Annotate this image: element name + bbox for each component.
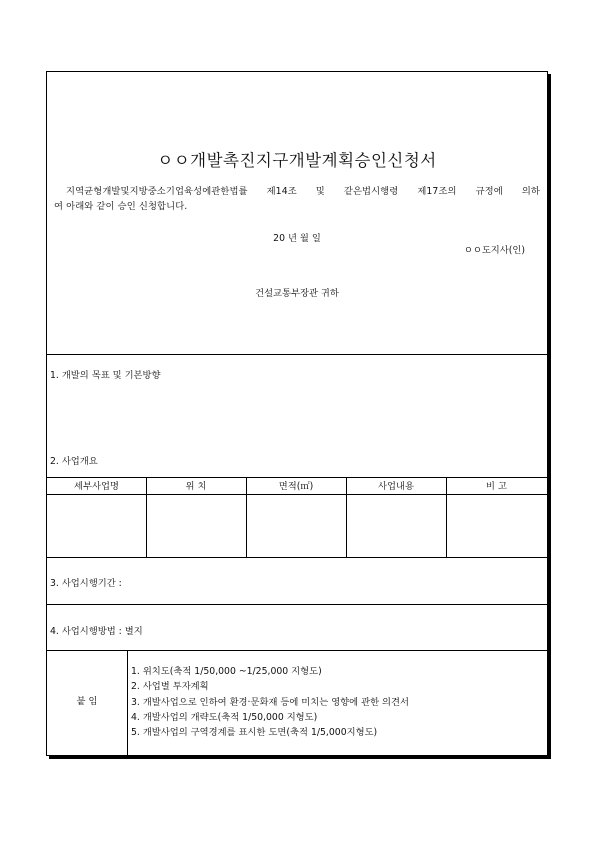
section-method-label: 4. 사업시행방법 : 별지	[50, 626, 143, 637]
list-item: 1. 위치도(축적 1/50,000 ~1/25,000 지형도)	[131, 666, 322, 677]
table-column-divider	[146, 477, 147, 557]
section-overview-label: 2. 사업개요	[50, 456, 98, 467]
attachment-column-divider	[127, 650, 128, 755]
section-divider	[47, 557, 547, 558]
table-header-content: 사업내용	[378, 481, 414, 492]
section-divider	[47, 604, 547, 605]
statement-line-1: 지역균형개발및지방중소기업육성에관한법률 제14조 및 같은법시행령 제17조의 규정에 의하	[66, 186, 540, 197]
attachments-list	[131, 664, 409, 740]
section-goal-label: 1. 개발의 목표 및 기본방향	[50, 370, 161, 381]
list-item: 4. 개발사업의 개략도(축적 1/50,000 지형도)	[131, 711, 318, 723]
list-item: 2. 사업별 투자계획	[131, 681, 209, 693]
table-column-divider	[446, 477, 447, 557]
list-item: 3. 개발사업으로 인하여 환경·문화재 등에 미치는 영향에 관한 의견서	[131, 696, 409, 708]
attachments-label: 붙 임	[76, 696, 98, 707]
list-item: 5. 개발사업의 구역경계를 표시한 도면(축적 1/5,000지형도)	[131, 727, 378, 739]
section-divider	[47, 354, 547, 355]
section-period-label: 3. 사업시행기간 :	[50, 578, 122, 589]
table-header-project-name: 세부사업명	[74, 481, 119, 492]
document-title: ㅇㅇ개발촉진지구개발계획승인신청서	[157, 151, 437, 170]
table-column-divider	[246, 477, 247, 557]
application-statement	[54, 184, 540, 214]
table-header-location: 위 치	[185, 481, 207, 492]
addressee: 건설교통부장관 귀하	[255, 288, 339, 299]
table-column-divider	[346, 477, 347, 557]
statement-line-2: 여 아래와 같이 승인 신청합니다.	[54, 201, 188, 212]
section-divider	[47, 650, 547, 651]
applicant-signature: ㅇㅇ도지사(인)	[463, 245, 525, 256]
application-date: 20 년 월 일	[273, 233, 321, 244]
application-form	[46, 71, 548, 756]
table-header-remarks: 비 고	[486, 481, 507, 492]
table-header-area: 면적(㎡)	[278, 481, 314, 492]
